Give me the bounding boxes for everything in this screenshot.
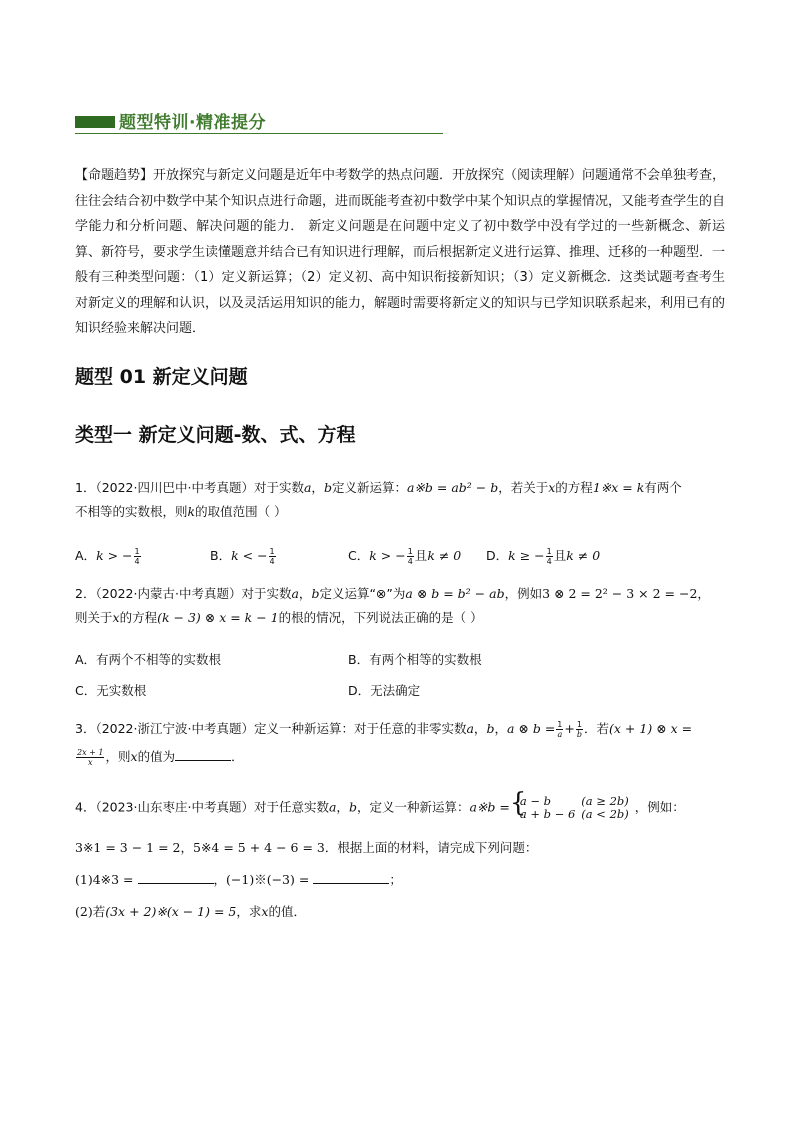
- q2-definition: a ⊗ b = b² − ab: [405, 586, 505, 601]
- q1-option-c-and: 且: [414, 548, 428, 563]
- q2-example: 3 ⊗ 2 = 2² − 3 × 2 = −2: [542, 586, 698, 601]
- q1-option-c[interactable]: [348, 546, 461, 566]
- q1-option-d-label: D．: [486, 548, 509, 563]
- q3-comma2: ，: [494, 721, 507, 736]
- q3-if: ．若: [584, 721, 610, 736]
- q1-var-b: b: [323, 480, 332, 495]
- q1-option-c-fraction: [407, 547, 414, 566]
- q2-var-x: x: [112, 610, 120, 625]
- q1-option-a[interactable]: [75, 546, 142, 566]
- q4-mid: ，定义一种新运算：: [356, 799, 470, 815]
- q1-var-a: a: [303, 480, 312, 495]
- q4-part2-b: ，求: [236, 904, 262, 919]
- q4-example: 3※1 = 3 − 1 = 2，5※4 = 5 + 4 − 6 = 3: [75, 840, 325, 855]
- q3-frac-2: [576, 720, 583, 739]
- q4-var-b: b: [348, 799, 357, 815]
- q1-line2b: 的取值范围（ ）: [195, 504, 287, 519]
- frac-den: b: [576, 730, 582, 739]
- q4-prefix: 4．（2023·山东枣庄·中考真题）对于任意实数: [75, 799, 329, 815]
- frac-num: 2x + 1: [77, 748, 104, 757]
- q4-part2-eq: (3x + 2)※(x − 1) = 5: [105, 904, 237, 919]
- q1-option-b[interactable]: [210, 546, 277, 566]
- q2-prefix: 2．（2022·内蒙古·中考真题）对于实数: [75, 586, 292, 601]
- q4-part2-a: (2)若: [75, 904, 106, 919]
- frac-num: 1: [407, 547, 413, 556]
- q2-line2a: 则关于: [75, 610, 113, 625]
- q1-after2: 的方程: [555, 480, 593, 495]
- banner-bar: [75, 116, 115, 128]
- q1-option-d-fraction: [546, 547, 553, 566]
- frac-den: x: [87, 758, 93, 767]
- q1-option-d-tail: k ≠ 0: [566, 548, 601, 563]
- q3-def-lead: a ⊗ b =: [506, 721, 556, 736]
- q4-lhs: a※b =: [469, 799, 510, 815]
- q2-var-a: a: [291, 586, 299, 601]
- q1-after3: 有两个: [644, 480, 682, 495]
- q2-comma2: ，: [697, 586, 710, 601]
- q3-period: ．: [231, 749, 244, 764]
- q3-var-x: x: [130, 749, 138, 764]
- q2-option-a[interactable]: A．有两个不相等的实数根: [75, 652, 222, 667]
- section-banner: [75, 107, 445, 137]
- q2-option-d[interactable]: D．无法确定: [348, 683, 421, 698]
- q2-var-b: b: [311, 586, 320, 601]
- q4-comma: ，: [336, 799, 349, 815]
- q4-piecewise: [509, 788, 635, 821]
- q3-prefix: 3．（2022·浙江宁波·中考真题）定义一种新运算：对于任意的非零实数: [75, 721, 467, 736]
- q4-part-1: [75, 868, 730, 892]
- q2-example-lead: ，例如: [504, 586, 543, 601]
- frac-num: 1: [134, 547, 140, 556]
- q4-case-1: a − b: [519, 794, 552, 808]
- q1-option-a-expr: k > −: [96, 548, 133, 563]
- section-heading: 题型 01 新定义问题: [75, 366, 248, 388]
- q3-var-a: a: [466, 721, 474, 736]
- q2-option-b[interactable]: B．有两个相等的实数根: [348, 652, 482, 667]
- q1-option-c-tail: k ≠ 0: [427, 548, 462, 563]
- q4-example-line: [75, 836, 730, 860]
- q1-option-d-expr: k ≥ −: [508, 548, 545, 563]
- q4-part2-c: 的值．: [268, 904, 306, 919]
- q3-var-b: b: [486, 721, 495, 736]
- question-3: [75, 715, 730, 771]
- q1-option-b-expr: k < −: [231, 548, 268, 563]
- q1-comma: ，: [311, 480, 324, 495]
- q4-part1-end: ；: [389, 872, 402, 887]
- q1-option-a-fraction: [134, 547, 141, 566]
- q1-var-k: k: [187, 504, 196, 519]
- q1-option-d[interactable]: [486, 546, 600, 566]
- frac-den: 4: [134, 557, 140, 566]
- q4-example-tail: ．根据上面的材料，请完成下列问题：: [324, 840, 538, 855]
- frac-den: 4: [546, 557, 552, 566]
- q4-cond-1: (a ≥ 2b): [581, 794, 629, 808]
- left-brace-icon: {: [509, 788, 527, 818]
- frac-num: 1: [546, 547, 552, 556]
- q1-option-c-expr: k > −: [369, 548, 406, 563]
- q2-option-c[interactable]: C．无实数根: [75, 683, 147, 698]
- q4-var-x: x: [261, 904, 269, 919]
- q4-part1-b: ，(−1)※(−3) =: [213, 872, 310, 887]
- subsection-heading: 类型一 新定义问题-数、式、方程: [75, 424, 356, 446]
- q3-tail-a: ，则: [105, 749, 131, 764]
- q4-part1-blank-2[interactable]: [313, 871, 389, 884]
- q4-part-2: [75, 900, 730, 924]
- q1-option-b-fraction: [269, 547, 276, 566]
- q4-var-a: a: [328, 799, 337, 815]
- q3-frac-1: [556, 720, 563, 739]
- q3-tail-b: 的值为: [137, 749, 176, 764]
- q1-var-x: x: [548, 480, 556, 495]
- q3-comma: ，: [473, 721, 487, 736]
- q1-option-b-label: B．: [210, 548, 232, 563]
- question-4: [75, 788, 730, 821]
- q1-option-a-label: A．: [75, 548, 97, 563]
- q4-part1-blank-1[interactable]: [138, 871, 214, 884]
- frac-den: 4: [269, 557, 275, 566]
- q1-option-d-and: 且: [553, 548, 567, 563]
- q3-equation: (x + 1) ⊗ x =: [609, 721, 693, 736]
- q1-after: ，若关于: [498, 480, 549, 495]
- question-2: [75, 582, 730, 630]
- q2-mid: 定义运算“⊗”为: [319, 586, 406, 601]
- frac-den: 4: [407, 557, 413, 566]
- q1-prefix: 1．（2022·四川巴中·中考真题）对于实数: [75, 480, 304, 495]
- q4-part1-a: (1)4※3 =: [75, 872, 134, 887]
- q4-case-2: a + b − 6: [519, 807, 576, 821]
- frac-den: a: [557, 730, 563, 739]
- q1-option-c-label: C．: [348, 548, 370, 563]
- q4-tail: ，例如：: [634, 799, 685, 815]
- q2-comma: ，: [298, 586, 312, 601]
- q1-line2a: 不相等的实数根，则: [75, 504, 188, 519]
- q2-line2c: 的根的情况，下列说法正确的是（ ）: [278, 610, 483, 625]
- intro-paragraph: 【命题趋势】开放探究与新定义问题是近年中考数学的热点问题．开放探究（阅读理解）问题通常不会单独考查，往往会结合初中数学中某个知识点进行命题，进而既能考查初中数学中某个知识点的掌握情况，又能考查学生的自学能力和分析问题、解决问题的能力． 新定义问题是在问题中定义了初中数学中没有学过的一些新概念、新运算、新符号，要求学生读懂题意并结合已有知识进行理解，而后根据新定义进行运算、推理、迁移的一种题型．一般有三种类型问题：（1）定义新运算；（2）定义初、高中知识衔接新知识；（3）定义新概念．这类试题考查考生对新定义的理解和认识，以及灵活运用知识的能力，解题时需要将新定义的知识与已学知识联系起来，利用已有的知识经验来解决问题．: [75, 168, 726, 336]
- q3-plus: +: [564, 721, 575, 736]
- frac-num: 1: [557, 720, 563, 729]
- q4-cond-2: (a < 2b): [581, 807, 629, 821]
- q1-equation: 1※x = k: [592, 480, 645, 495]
- frac-num: 1: [576, 720, 582, 729]
- q3-answer-blank[interactable]: [175, 748, 231, 761]
- banner-title: 题型特训·精准提分: [119, 113, 266, 133]
- q1-mid: 定义新运算：: [331, 480, 407, 495]
- q1-operation: a※b = ab² − b: [406, 480, 499, 495]
- q3-frac-3: [76, 748, 104, 767]
- banner-underline: [75, 133, 443, 134]
- frac-num: 1: [269, 547, 275, 556]
- q2-line2b: 的方程: [119, 610, 158, 625]
- question-1: [75, 476, 730, 524]
- q2-equation: (k − 3) ⊗ x = k − 1: [157, 610, 279, 625]
